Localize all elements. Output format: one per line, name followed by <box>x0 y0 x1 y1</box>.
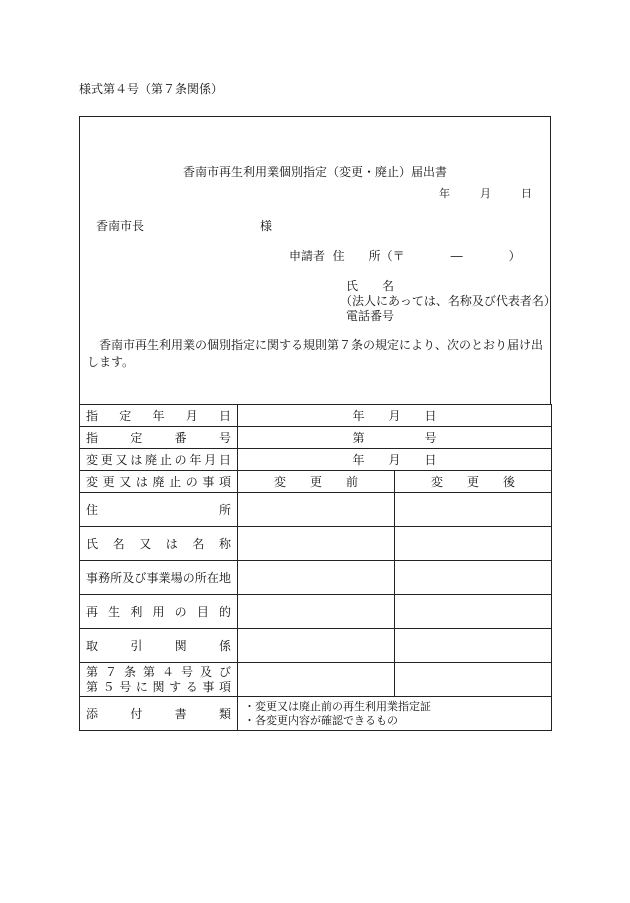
table-row <box>80 697 552 731</box>
article7-item-label <box>80 663 238 697</box>
date-month: 月 <box>480 187 491 200</box>
attachments-list <box>238 697 552 731</box>
change-date-field[interactable]: 年 月 日 <box>238 449 552 471</box>
name-before-field[interactable] <box>238 527 395 561</box>
form-label: 様式第４号（第７条関係） <box>79 82 224 96</box>
document-title: 香南市再生利用業個別指定（変更・廃止）届出書 <box>182 165 447 179</box>
name-label: 氏 名 <box>346 279 395 293</box>
phone-label: 電話番号 <box>346 309 395 323</box>
office-location-after-field[interactable] <box>395 561 552 595</box>
change-date-label: 変更又は廃止の年月日 <box>80 449 238 471</box>
table-header-row <box>80 471 552 493</box>
addressee-mayor: 香南市長 <box>96 219 145 233</box>
after-change-header: 変 更 後 <box>395 471 552 493</box>
table-row <box>80 527 552 561</box>
table-row <box>80 449 552 471</box>
office-location-before-field[interactable] <box>238 561 395 595</box>
recycling-purpose-item-label: 再生利用の目的 <box>80 595 238 629</box>
table-row <box>80 427 552 449</box>
date-year: 年 <box>439 187 450 200</box>
applicant-address-line <box>289 247 521 264</box>
before-change-header: 変 更 前 <box>238 471 395 493</box>
table-row <box>80 629 552 663</box>
table-row <box>80 561 552 595</box>
article7-label-line2: 第５号に関する事項 <box>86 679 231 694</box>
recycling-purpose-after-field[interactable] <box>395 595 552 629</box>
address-before-field[interactable] <box>238 493 395 527</box>
article7-label-line1: 第７条第４号及び <box>86 664 231 679</box>
business-relation-item-label: 取引関係 <box>80 629 238 663</box>
addressee-honorific: 様 <box>260 219 273 233</box>
designation-number-field[interactable]: 第 号 <box>238 427 552 449</box>
designation-date-field[interactable]: 年 月 日 <box>238 405 552 427</box>
notice-box <box>79 116 556 405</box>
designation-date-label: 指定年月日 <box>80 405 238 427</box>
date-line <box>439 185 532 201</box>
date-day: 日 <box>521 187 532 200</box>
corporation-note: （法人にあっては、名称及び代表者名） <box>340 294 556 308</box>
applicant-label: 申請者 <box>289 249 326 263</box>
address-close: ） <box>508 249 521 263</box>
details-table <box>79 404 552 731</box>
attachments-label: 添付書類 <box>80 697 238 731</box>
attachment-item: ・変更又は廃止前の再生利用業指定証 <box>244 699 431 713</box>
address-after-field[interactable] <box>395 493 552 527</box>
article7-before-field[interactable] <box>238 663 395 697</box>
table-row <box>80 493 552 527</box>
attachment-item: ・各変更内容が確認できるもの <box>244 713 398 727</box>
address-item-label: 住所 <box>80 493 238 527</box>
recycling-purpose-before-field[interactable] <box>238 595 395 629</box>
address-dash: ― <box>450 249 463 263</box>
body-text: 香南市再生利用業の個別指定に関する規則第７条の規定により、次のとおり届け出します。 <box>87 338 544 369</box>
designation-number-label: 指定番号 <box>80 427 238 449</box>
table-row <box>80 663 552 697</box>
address-label: 住 所（〒 <box>332 249 405 263</box>
office-location-item-label: 事務所及び事業場の所在地 <box>80 561 238 595</box>
name-item-label: 氏名又は名称 <box>80 527 238 561</box>
name-after-field[interactable] <box>395 527 552 561</box>
article7-after-field[interactable] <box>395 663 552 697</box>
change-items-header: 変更又は廃止の事項 <box>80 471 238 493</box>
business-relation-after-field[interactable] <box>395 629 552 663</box>
table-row <box>80 405 552 427</box>
business-relation-before-field[interactable] <box>238 629 395 663</box>
table-row <box>80 595 552 629</box>
